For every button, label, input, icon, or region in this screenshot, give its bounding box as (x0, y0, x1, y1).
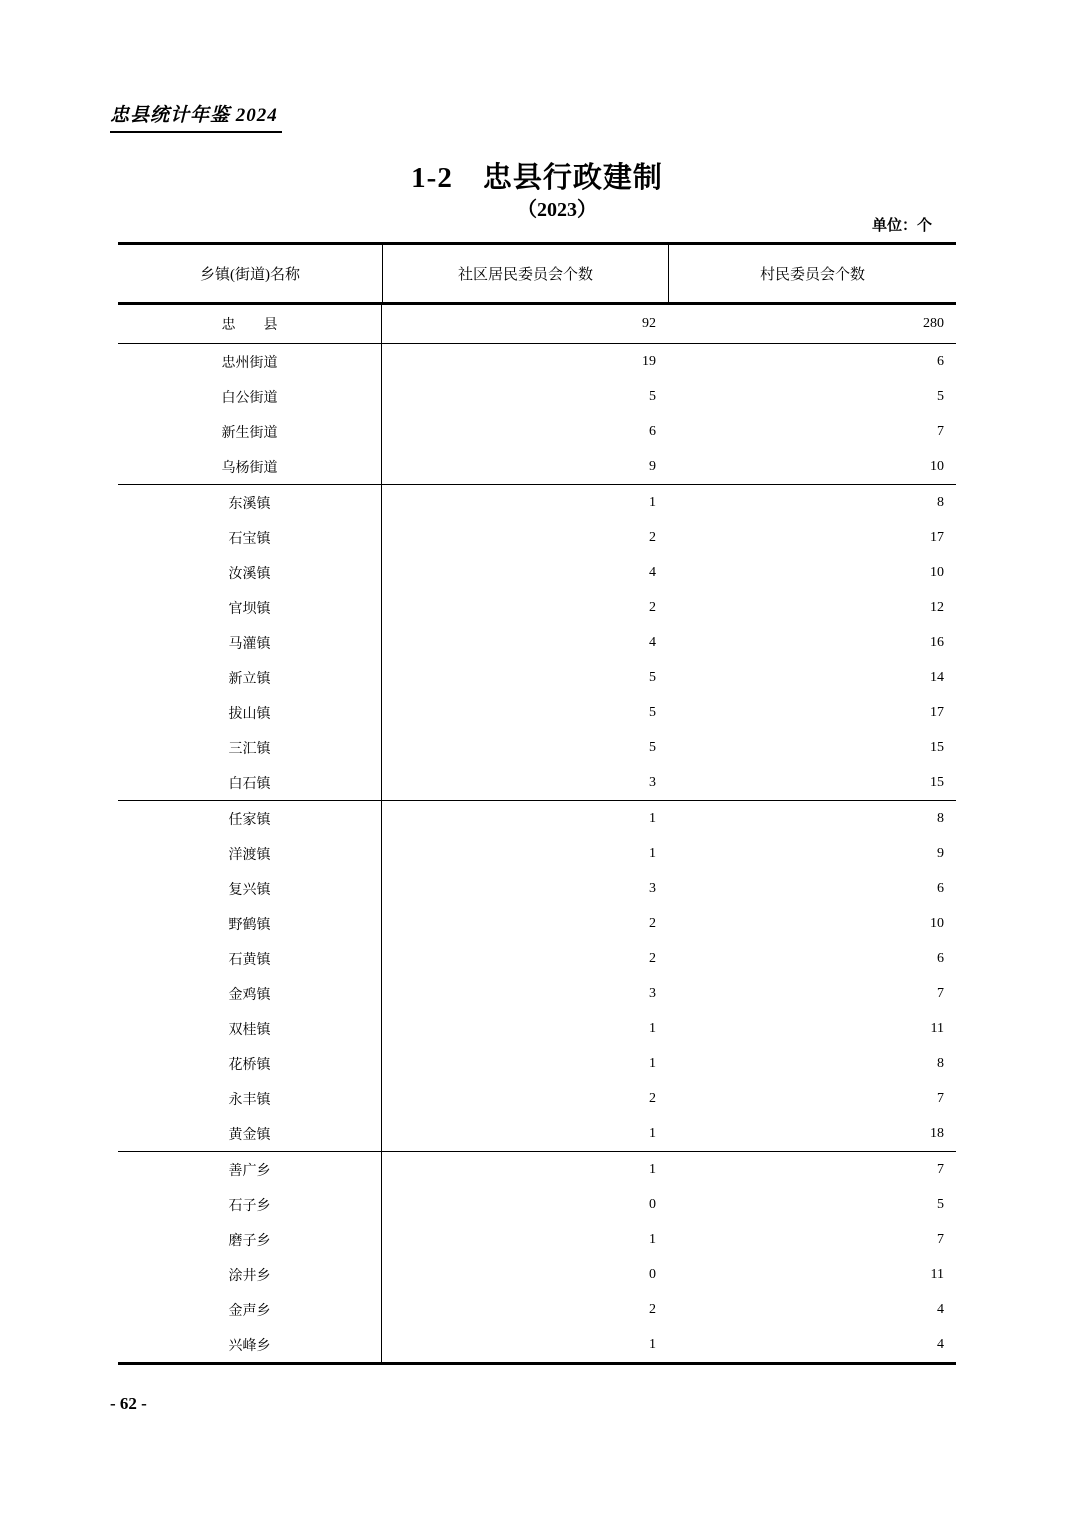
table-row (118, 344, 956, 379)
row-community-cell: 0 (649, 1266, 656, 1282)
row-name-cell: 汝溪镇 (118, 555, 382, 590)
table-row (118, 485, 956, 520)
table-row (118, 520, 956, 555)
table-row (118, 906, 956, 941)
total-row-name-cell: 忠 县 (118, 305, 382, 343)
row-community-cell: 1 (649, 1336, 656, 1352)
row-village-cell: 7 (937, 1161, 944, 1177)
row-name-cell: 石子乡 (118, 1187, 382, 1222)
table-header-row (118, 245, 956, 305)
row-community-cell: 2 (649, 529, 656, 545)
row-community-cell: 3 (649, 880, 656, 896)
row-community-cell: 5 (649, 739, 656, 755)
page-title: 1-2 忠县行政建制 (411, 162, 663, 194)
row-name-cell: 马灌镇 (118, 625, 382, 660)
row-name-cell: 金声乡 (118, 1292, 382, 1327)
row-community-cell: 19 (642, 353, 656, 369)
row-village-cell: 15 (930, 774, 944, 790)
table-row (118, 765, 956, 800)
column-header-village-committees: 村民委员会个数 (668, 245, 956, 302)
row-village-cell: 11 (930, 1266, 944, 1282)
row-village-cell: 6 (937, 950, 944, 966)
table-row (118, 590, 956, 625)
row-community-cell: 0 (649, 1196, 656, 1212)
admin-divisions-table (118, 242, 956, 1365)
row-village-cell: 7 (937, 423, 944, 439)
row-name-cell: 新立镇 (118, 660, 382, 695)
row-community-cell: 1 (649, 1231, 656, 1247)
table-row (118, 379, 956, 414)
row-name-cell: 拔山镇 (118, 695, 382, 730)
table-section (118, 1152, 956, 1362)
row-community-cell: 2 (649, 1090, 656, 1106)
table-row (118, 414, 956, 449)
table-row (118, 1011, 956, 1046)
table-row (118, 941, 956, 976)
yearbook-header: 忠县统计年鉴 2024 (110, 100, 282, 133)
table-row (118, 1116, 956, 1151)
row-name-cell: 乌杨街道 (118, 449, 382, 484)
row-community-cell: 2 (649, 950, 656, 966)
row-name-cell: 忠州街道 (118, 344, 382, 379)
row-community-cell: 1 (649, 1020, 656, 1036)
row-village-cell: 8 (937, 810, 944, 826)
row-village-cell: 5 (937, 1196, 944, 1212)
row-name-cell: 任家镇 (118, 801, 382, 836)
row-name-cell: 东溪镇 (118, 485, 382, 520)
row-village-cell: 7 (937, 1231, 944, 1247)
row-village-cell: 17 (930, 529, 944, 545)
row-village-cell: 9 (937, 845, 944, 861)
row-village-cell: 4 (937, 1301, 944, 1317)
table-section (118, 485, 956, 801)
row-name-cell: 黄金镇 (118, 1116, 382, 1151)
row-village-cell: 17 (930, 704, 944, 720)
column-header-name: 乡镇(街道)名称 (200, 267, 300, 283)
row-community-cell: 4 (649, 634, 656, 650)
row-village-cell: 8 (937, 494, 944, 510)
row-name-cell: 永丰镇 (118, 1081, 382, 1116)
table-row (118, 1222, 956, 1257)
row-village-cell: 10 (930, 564, 944, 580)
column-header-community-committees: 社区居民委员会个数 (382, 245, 668, 302)
row-community-cell: 1 (649, 1125, 656, 1141)
table-row (118, 976, 956, 1011)
table-section (118, 344, 956, 485)
row-community-cell: 1 (649, 1055, 656, 1071)
table-row (118, 1327, 956, 1362)
row-village-cell: 8 (937, 1055, 944, 1071)
row-community-cell: 5 (649, 669, 656, 685)
row-community-cell: 2 (649, 599, 656, 615)
table-total-row (118, 305, 956, 344)
table-row (118, 836, 956, 871)
row-village-cell: 4 (937, 1336, 944, 1352)
row-village-cell: 14 (930, 669, 944, 685)
row-community-cell: 1 (649, 494, 656, 510)
row-community-cell: 4 (649, 564, 656, 580)
row-village-cell: 6 (937, 880, 944, 896)
row-village-cell: 5 (937, 388, 944, 404)
row-village-cell: 10 (930, 915, 944, 931)
row-community-cell: 3 (649, 774, 656, 790)
row-name-cell: 磨子乡 (118, 1222, 382, 1257)
row-village-cell: 7 (937, 1090, 944, 1106)
row-name-cell: 石黄镇 (118, 941, 382, 976)
table-row (118, 1257, 956, 1292)
table-row (118, 555, 956, 590)
row-village-cell: 7 (937, 985, 944, 1001)
page-number: - 62 - (110, 1394, 147, 1413)
row-village-cell: 15 (930, 739, 944, 755)
row-community-cell: 1 (649, 1161, 656, 1177)
row-community-cell: 6 (649, 423, 656, 439)
row-village-cell: 12 (930, 599, 944, 615)
row-name-cell: 涂井乡 (118, 1257, 382, 1292)
row-community-cell: 2 (649, 1301, 656, 1317)
table-row (118, 1081, 956, 1116)
row-village-cell: 18 (930, 1125, 944, 1141)
row-community-cell: 5 (649, 388, 656, 404)
table-row (118, 730, 956, 765)
row-village-cell: 6 (937, 353, 944, 369)
row-community-cell: 3 (649, 985, 656, 1001)
table-row (118, 449, 956, 484)
row-name-cell: 白公街道 (118, 379, 382, 414)
row-name-cell: 双桂镇 (118, 1011, 382, 1046)
row-name-cell: 洋渡镇 (118, 836, 382, 871)
row-name-cell: 复兴镇 (118, 871, 382, 906)
row-village-cell: 10 (930, 458, 944, 474)
row-community-cell: 1 (649, 845, 656, 861)
row-name-cell: 白石镇 (118, 765, 382, 800)
page-subtitle: （2023） (517, 199, 597, 221)
table-row (118, 660, 956, 695)
table-row (118, 1046, 956, 1081)
total-row-community-cell: 92 (642, 316, 656, 331)
unit-label: 单位：个 (871, 218, 932, 234)
table-section (118, 801, 956, 1152)
row-name-cell: 石宝镇 (118, 520, 382, 555)
row-name-cell: 官坝镇 (118, 590, 382, 625)
row-community-cell: 1 (649, 810, 656, 826)
table-row (118, 871, 956, 906)
row-community-cell: 5 (649, 704, 656, 720)
row-name-cell: 金鸡镇 (118, 976, 382, 1011)
row-name-cell: 兴峰乡 (118, 1327, 382, 1362)
row-name-cell: 野鹤镇 (118, 906, 382, 941)
table-body (118, 344, 956, 1362)
row-name-cell: 花桥镇 (118, 1046, 382, 1081)
row-village-cell: 11 (930, 1020, 944, 1036)
row-name-cell: 三汇镇 (118, 730, 382, 765)
table-row (118, 1292, 956, 1327)
row-community-cell: 9 (649, 458, 656, 474)
total-row-village-cell: 280 (923, 316, 944, 331)
row-village-cell: 16 (930, 634, 944, 650)
row-community-cell: 2 (649, 915, 656, 931)
row-name-cell: 新生街道 (118, 414, 382, 449)
table-row (118, 625, 956, 660)
table-row (118, 695, 956, 730)
table-row (118, 801, 956, 836)
table-row (118, 1152, 956, 1187)
table-row (118, 1187, 956, 1222)
row-name-cell: 善广乡 (118, 1152, 382, 1187)
